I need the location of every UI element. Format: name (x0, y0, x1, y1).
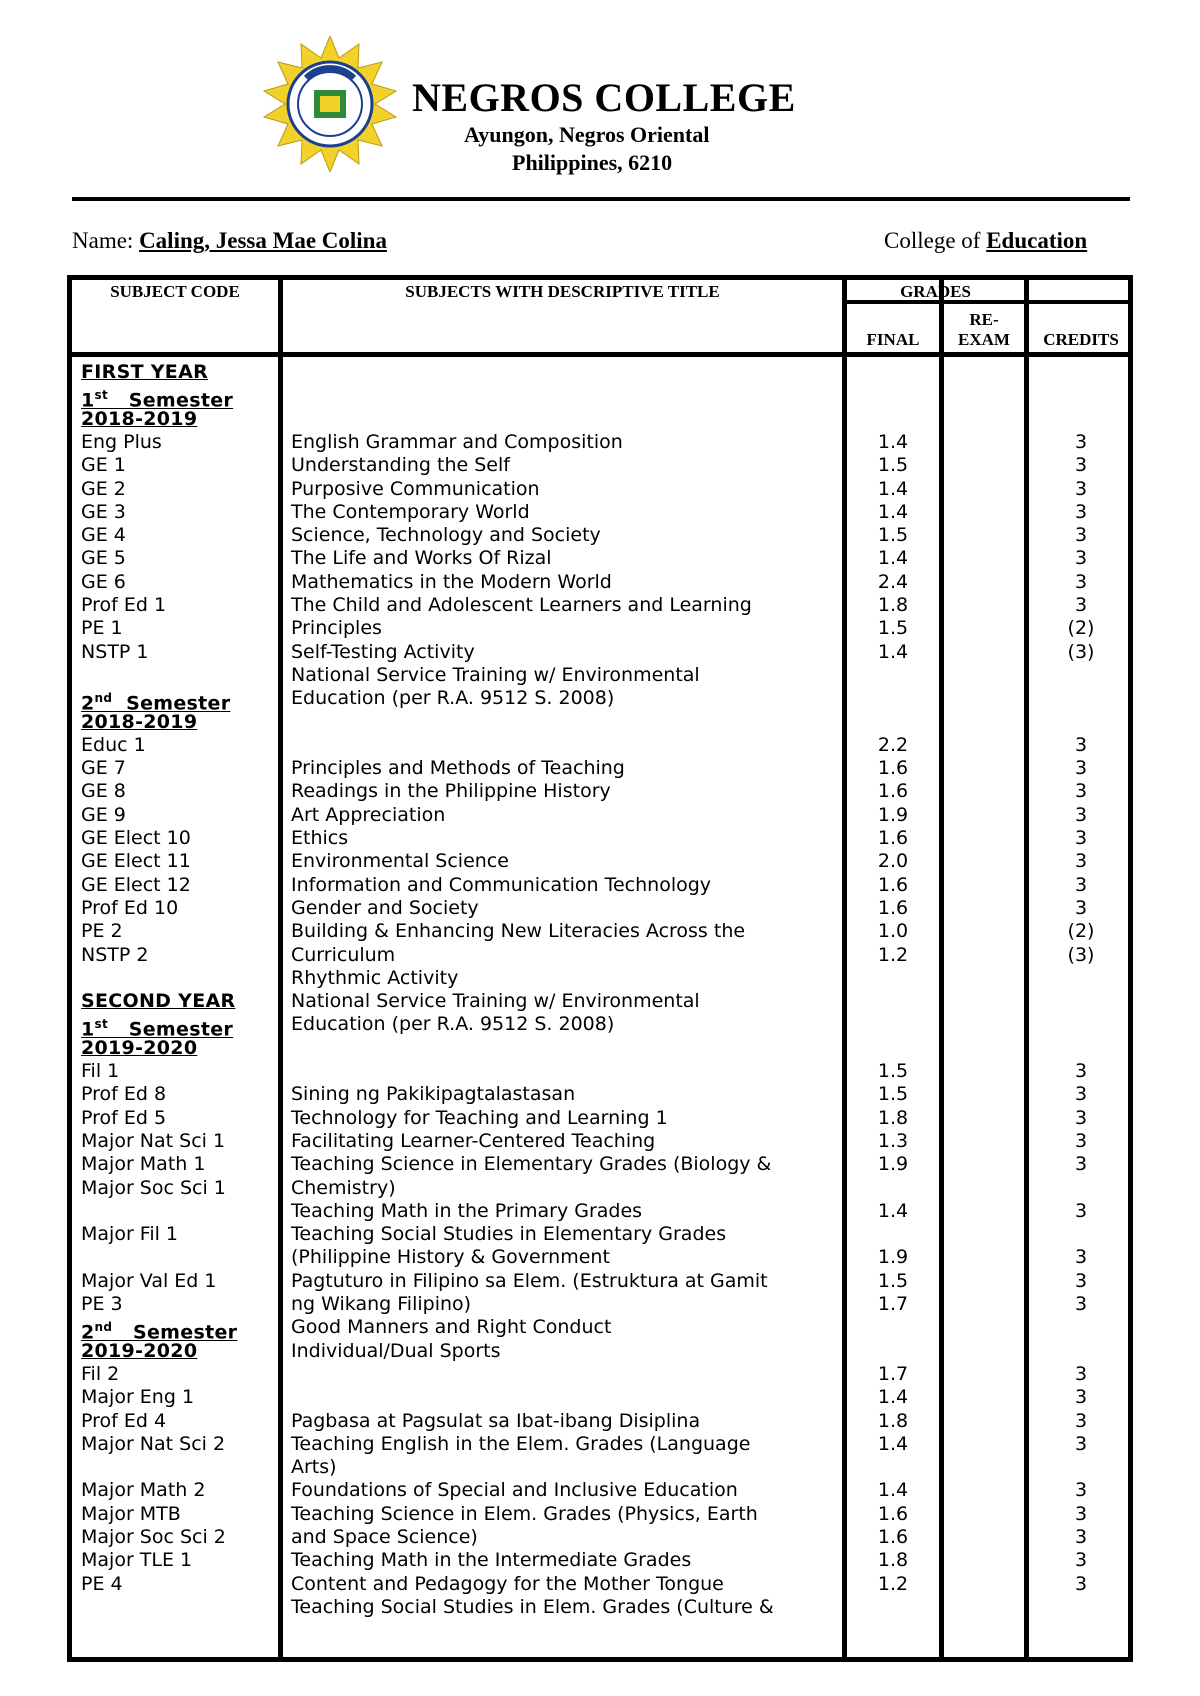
subject-title: The Child and Adolescent Learners and Learning (291, 594, 752, 616)
credit-units: 3 (1074, 1060, 1088, 1082)
credit-units: 3 (1074, 1362, 1088, 1385)
final-grade: 1.5 (877, 1083, 909, 1106)
final-grade: 1.4 (877, 430, 909, 453)
subject-code: Major Fil 1 (81, 1223, 179, 1246)
header-reexam-line2: EXAM (958, 330, 1010, 349)
subject-code: PE 1 (81, 617, 123, 640)
subject-title: Education (per R.A. 9512 S. 2008) (291, 687, 615, 710)
final-grade: 1.8 (877, 1106, 909, 1129)
header-descriptive-title: SUBJECTS WITH DESCRIPTIVE TITLE (405, 282, 720, 301)
address-line-2: Philippines, 6210 (512, 150, 673, 175)
credit-units: 3 (1074, 1549, 1088, 1572)
subject-title: The Life and Works Of Rizal (291, 547, 552, 570)
subject-title: Ethics (291, 827, 349, 849)
final-grade: 2.0 (877, 850, 909, 873)
credit-units: 3 (1074, 1386, 1088, 1409)
credit-units: 3 (1074, 1479, 1088, 1502)
section-heading-rest: Semester (108, 1018, 234, 1041)
subject-title: Foundations of Special and Inclusive Education (291, 1479, 738, 1502)
credit-units: 3 (1074, 594, 1088, 616)
subject-code: GE 9 (81, 803, 126, 826)
subject-title: Teaching Math in the Intermediate Grades (291, 1549, 692, 1572)
subject-code: GE 2 (81, 477, 126, 500)
subject-code: GE 4 (81, 524, 126, 547)
subject-code: Fil 2 (81, 1362, 120, 1385)
subject-title: Good Manners and Right Conduct (291, 1316, 612, 1339)
subject-title: Chemistry) (291, 1176, 396, 1199)
section-heading-rest: Semester (112, 1321, 238, 1344)
section-heading-text: 2018-2019 (81, 407, 198, 430)
address-line-1: Ayungon, Negros Oriental (464, 122, 710, 147)
subject-code: Major Nat Sci 1 (81, 1129, 226, 1152)
subject-title: The Contemporary World (291, 500, 530, 523)
final-grade: 1.9 (877, 1153, 909, 1176)
final-grade: 1.7 (877, 1293, 909, 1315)
section-heading-text: 1 (81, 1018, 95, 1041)
subject-title: Teaching English in the Elem. Grades (Language (291, 1432, 751, 1455)
student-name: Caling, Jessa Mae Colina (139, 228, 387, 253)
credit-units: 3 (1074, 430, 1088, 453)
final-grade: 1.5 (877, 524, 909, 547)
subject-code: Prof Ed 5 (81, 1106, 167, 1129)
credit-units: 3 (1074, 1129, 1088, 1152)
subject-code: Eng Plus (81, 430, 162, 453)
credit-units: 3 (1074, 1502, 1088, 1525)
credit-units: 3 (1074, 827, 1088, 849)
subject-title: Pagbasa at Pagsulat sa Ibat-ibang Disiplina (291, 1409, 701, 1432)
subject-title: Understanding the Self (291, 454, 510, 477)
final-grade: 1.4 (877, 500, 909, 523)
final-grade: 1.5 (877, 1269, 909, 1292)
section-heading (81, 711, 197, 734)
credit-units: (2) (1067, 617, 1095, 640)
subject-code: Prof Ed 10 (81, 896, 179, 919)
subject-title: Teaching Science in Elem. Grades (Physics, Earth (291, 1502, 758, 1525)
subject-code: Major Math 1 (81, 1153, 206, 1176)
subject-title: Principles (291, 617, 382, 640)
name-label: Name: (72, 228, 134, 253)
subject-code: Prof Ed 8 (81, 1083, 167, 1106)
subject-title: Rhythmic Activity (291, 966, 459, 989)
subject-code: PE 2 (81, 920, 123, 943)
final-grade: 1.6 (877, 1502, 909, 1525)
subject-title: Teaching Social Studies in Elementary Grades (291, 1223, 727, 1246)
subject-title: Individual/Dual Sports (291, 1339, 501, 1362)
subject-title: Gender and Society (291, 896, 479, 919)
final-grade: 1.4 (877, 640, 909, 663)
final-grade: 1.2 (877, 943, 909, 966)
section-heading-text: FIRST YEAR (81, 361, 209, 383)
credit-units: 3 (1074, 477, 1088, 500)
credit-units: (2) (1067, 920, 1095, 943)
subject-code: GE Elect 11 (81, 850, 191, 873)
section-heading-text: 2 (81, 1321, 95, 1344)
header-subject-code: SUBJECT CODE (110, 282, 240, 301)
section-heading-text: 1 (81, 389, 95, 412)
ordinal-suffix: nd (94, 1320, 113, 1335)
section-heading-text: 2019-2020 (81, 1036, 198, 1059)
final-grade: 1.6 (877, 780, 909, 803)
subject-code: GE 6 (81, 570, 126, 593)
final-grade: 1.4 (877, 1386, 909, 1409)
final-grade: 1.8 (877, 1409, 909, 1432)
section-heading-text: 2018-2019 (81, 710, 198, 733)
section-heading (81, 1340, 197, 1363)
subject-code: Major TLE 1 (81, 1549, 193, 1572)
header-reexam-line1: RE- (969, 310, 999, 329)
subject-code: Major Math 2 (81, 1479, 206, 1502)
final-grade: 2.2 (877, 733, 909, 756)
credit-units: 3 (1074, 1106, 1088, 1129)
ordinal-suffix: nd (94, 691, 113, 706)
credit-units: (3) (1067, 640, 1095, 663)
section-heading (81, 990, 235, 1013)
final-grade: 1.6 (877, 757, 909, 780)
subject-title: Sining ng Pakikipagtalastasan (291, 1083, 576, 1106)
subject-title: Teaching Social Studies in Elem. Grades (Culture & (291, 1595, 774, 1618)
final-grade: 1.4 (877, 547, 909, 570)
subject-title: Pagtuturo in Filipino sa Elem. (Estruktura at Gamit (291, 1269, 768, 1292)
credit-units: 3 (1074, 757, 1088, 780)
ordinal-suffix: st (94, 1017, 109, 1032)
final-grade: 1.5 (877, 454, 909, 477)
credit-units: 3 (1074, 896, 1088, 919)
credit-units: 3 (1074, 524, 1088, 547)
credit-units: 3 (1074, 500, 1088, 523)
credit-units: 3 (1074, 1153, 1088, 1176)
final-grade: 1.9 (877, 1246, 909, 1269)
credit-units: 3 (1074, 1269, 1088, 1292)
credit-units: 3 (1074, 1409, 1088, 1432)
subject-title: Content and Pedagogy for the Mother Tongue (291, 1572, 724, 1595)
final-grade: 1.4 (877, 1432, 909, 1455)
section-heading-text: 2 (81, 692, 95, 715)
final-grade: 2.4 (877, 570, 909, 593)
final-grade: 1.6 (877, 873, 909, 896)
section-heading-text: SECOND YEAR (81, 990, 236, 1013)
section-heading-rest: Semester (108, 389, 234, 412)
credit-units: 3 (1074, 850, 1088, 873)
header-final: FINAL (866, 330, 920, 349)
final-grade: 1.2 (877, 1572, 909, 1595)
credit-units: 3 (1074, 803, 1088, 826)
subject-code: Prof Ed 4 (81, 1409, 167, 1432)
subject-title: Purposive Communication (291, 477, 540, 500)
section-heading-text: 2019-2020 (81, 1339, 198, 1362)
final-grade: 1.8 (877, 1549, 909, 1572)
subject-title: Principles and Methods of Teaching (291, 757, 625, 780)
final-grade: 1.4 (877, 477, 909, 500)
subject-title: National Service Training w/ Environmental (291, 990, 700, 1013)
section-heading-rest: Semester (112, 692, 231, 715)
subject-code: PE 3 (81, 1293, 123, 1315)
final-grade: 1.4 (877, 1479, 909, 1502)
section-heading (81, 361, 208, 384)
subject-code: PE 4 (81, 1572, 123, 1595)
final-grade: 1.4 (877, 1199, 909, 1222)
subject-code: Prof Ed 1 (81, 594, 167, 616)
credit-units: 3 (1074, 570, 1088, 593)
subject-title: English Grammar and Composition (291, 430, 623, 453)
subject-code: Major Soc Sci 2 (81, 1526, 226, 1548)
college-name: NEGROS COLLEGE (412, 75, 796, 120)
subject-code: GE 7 (81, 757, 126, 780)
ordinal-suffix: st (94, 388, 109, 403)
header-credits: CREDITS (1043, 330, 1119, 349)
final-grade: 1.6 (877, 1526, 909, 1548)
final-grade: 1.9 (877, 803, 909, 826)
subject-code: Major Val Ed 1 (81, 1269, 217, 1292)
subject-code: GE 3 (81, 500, 126, 523)
final-grade: 1.6 (877, 827, 909, 849)
credit-units: 3 (1074, 1083, 1088, 1106)
subject-title: Readings in the Philippine History (291, 780, 611, 803)
subject-code: GE Elect 12 (81, 873, 191, 896)
subject-title: Art Appreciation (291, 803, 446, 826)
subject-title: ng Wikang Filipino) (291, 1293, 472, 1315)
subject-title: National Service Training w/ Environmental (291, 663, 700, 686)
subject-title: Environmental Science (291, 850, 509, 873)
credit-units: 3 (1074, 454, 1088, 477)
final-grade: 1.0 (877, 920, 909, 943)
final-grade: 1.6 (877, 896, 909, 919)
subject-code: GE 1 (81, 454, 126, 477)
subject-title: Science, Technology and Society (291, 524, 601, 547)
subject-code: GE 8 (81, 780, 126, 803)
subject-code: Major MTB (81, 1502, 181, 1525)
subject-title: Information and Communication Technology (291, 873, 712, 896)
credit-units: 3 (1074, 547, 1088, 570)
subject-code: Major Nat Sci 2 (81, 1432, 226, 1455)
subject-code: Fil 1 (81, 1060, 120, 1082)
subject-title: Technology for Teaching and Learning 1 (291, 1106, 668, 1129)
subject-title: Mathematics in the Modern World (291, 570, 612, 593)
credit-units: (3) (1067, 943, 1095, 966)
subject-title: Teaching Science in Elementary Grades (Biology & (291, 1153, 772, 1176)
final-grade: 1.3 (877, 1129, 909, 1152)
section-heading (81, 1037, 197, 1060)
credit-units: 3 (1074, 1526, 1088, 1548)
subject-title: Facilitating Learner-Centered Teaching (291, 1129, 656, 1152)
final-grade: 1.5 (877, 617, 909, 640)
final-grade: 1.7 (877, 1362, 909, 1385)
subject-code: NSTP 2 (81, 943, 149, 966)
subject-code: Major Soc Sci 1 (81, 1176, 226, 1199)
subject-code: Major Eng 1 (81, 1386, 195, 1409)
final-grade: 1.8 (877, 594, 909, 616)
subject-code: NSTP 1 (81, 640, 149, 663)
subject-title: Education (per R.A. 9512 S. 2008) (291, 1013, 615, 1036)
subject-title: (Philippine History & Government (291, 1246, 610, 1269)
college-value: Education (986, 228, 1088, 253)
subject-code: Educ 1 (81, 733, 146, 756)
credit-units: 3 (1074, 1432, 1088, 1455)
credit-units: 3 (1074, 1572, 1088, 1595)
subject-code: GE Elect 10 (81, 827, 191, 849)
credit-units: 3 (1074, 1246, 1088, 1269)
credit-units: 3 (1074, 733, 1088, 756)
subject-code: GE 5 (81, 547, 126, 570)
credit-units: 3 (1074, 1293, 1088, 1315)
subject-title: Teaching Math in the Primary Grades (291, 1199, 643, 1222)
subject-title: Curriculum (291, 943, 396, 966)
credit-units: 3 (1074, 780, 1088, 803)
final-grade: 1.5 (877, 1060, 909, 1082)
subject-title: Building & Enhancing New Literacies Across the (291, 920, 746, 943)
section-heading (81, 408, 197, 431)
header-grades: GRADES (900, 282, 971, 301)
college-label: College of (884, 228, 981, 253)
credit-units: 3 (1074, 873, 1088, 896)
credit-units: 3 (1074, 1199, 1088, 1222)
subject-title: Self-Testing Activity (291, 640, 475, 663)
subject-title: Arts) (291, 1456, 337, 1479)
subject-title: and Space Science) (291, 1526, 478, 1548)
